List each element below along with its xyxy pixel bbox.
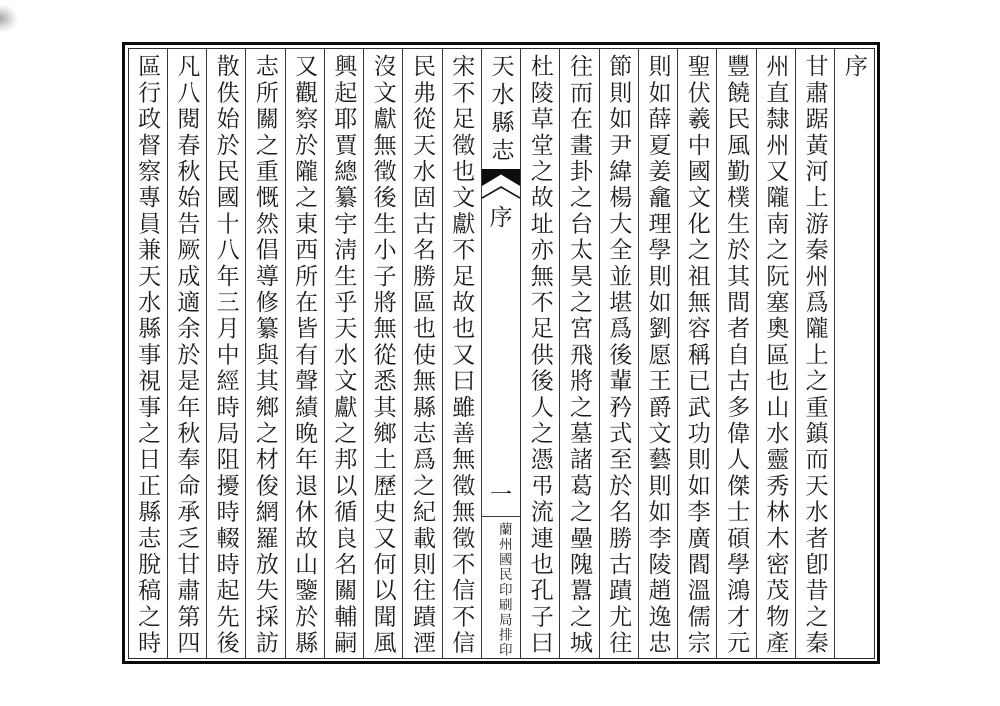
- body-column: [716, 49, 755, 658]
- publisher-imprint: 蘭州國民印刷局排印: [496, 521, 512, 658]
- body-column: [756, 49, 795, 658]
- body-column: [363, 49, 402, 658]
- body-column-text: 杜陵草堂之故址亦無不足供後人之憑弔流連也孔子曰: [527, 53, 553, 657]
- body-column: [795, 49, 834, 658]
- body-column-text: 豐饒民風勤樸生於其間者自古多偉人傑士碩學鴻才元: [724, 53, 750, 657]
- body-column-text: 散佚始於民國十八年三月中經時局阻擾時輟時起先後: [213, 53, 239, 657]
- body-column-text: 甘肅踞黃河上游秦州爲隴上之重鎮而天水者卽昔之秦: [802, 53, 828, 657]
- body-column: [677, 49, 716, 658]
- fishtail-icon: [482, 169, 520, 202]
- body-column-text: 區行政督察專員兼天水縣事視事之日正縣志脫稿之時: [135, 53, 161, 657]
- body-column: [638, 49, 677, 658]
- body-column: [402, 49, 441, 658]
- body-column-text: 則如薛夏姜龕理學則如劉愿王爵文藝則如李陵趙逸忠: [645, 53, 671, 657]
- body-column: [559, 49, 598, 658]
- section-heading: 序: [841, 53, 867, 80]
- banxin-spacer: [482, 231, 520, 477]
- text-block: [128, 48, 875, 659]
- body-column: [442, 49, 481, 658]
- body-column: [128, 49, 166, 658]
- body-column-text: 聖伏羲中國文化之祖無容稱已武功則如李廣閻溫儒宗: [684, 53, 710, 657]
- body-column: [520, 49, 559, 658]
- body-column: [206, 49, 245, 658]
- body-column-text: 興起耶賈總纂宇淸生乎天水文獻之邦以循良名關輔嗣: [331, 53, 357, 657]
- body-column: [245, 49, 284, 658]
- body-column-text: 民弗從天水固古名勝區也使無縣志爲之紀載則往蹟湮: [409, 53, 435, 657]
- body-column-text: 又觀察於隴之東西所在皆有聲績晚年退休故山鑒於縣: [292, 53, 318, 657]
- banxin-section-label: 序: [489, 204, 513, 230]
- scan-smudge-artifact: [0, 5, 17, 32]
- body-column: [599, 49, 638, 658]
- body-column-text: 節則如尹緯楊大全並堪爲後輩矜式至於名勝古蹟尤往: [606, 53, 632, 657]
- page-frame: [122, 42, 880, 664]
- body-column: [167, 49, 206, 658]
- body-column: [285, 49, 324, 658]
- folio-page-number: 一: [489, 481, 512, 507]
- body-column-text: 志所關之重慨然倡導修纂與其鄉之材俊網羅放失採訪: [252, 53, 278, 657]
- body-column-text: 宋不足徵也文獻不足故也又曰雖善無徵無徵不信不信: [449, 53, 475, 657]
- body-column: [324, 49, 363, 658]
- body-column-text: 往而在畫卦之台太昊之宮飛將之墓諸葛之壘隗囂之城: [567, 53, 592, 657]
- banxin-center-column: [481, 49, 520, 658]
- body-column-text: 凡八閱春秋始告厥成適余於是年秋奉命承乏甘肅第四: [174, 53, 200, 657]
- column-section-heading: [834, 49, 873, 658]
- body-column-text: 沒文獻無徵後生小子將無從悉其鄉土歷史又何以聞風: [370, 53, 396, 657]
- body-column-text: 州直隸州又隴南之阮塞奧區也山水靈秀林木密茂物產: [763, 53, 789, 657]
- running-title: 天水縣志: [488, 53, 514, 166]
